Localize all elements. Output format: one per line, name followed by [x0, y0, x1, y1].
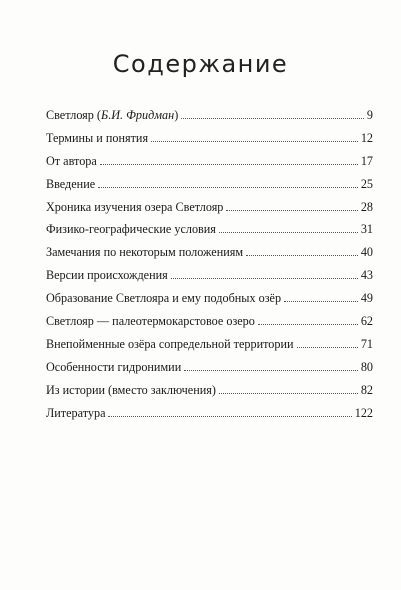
toc-entry-13 [46, 382, 373, 405]
toc-entry-page: 9 [366, 108, 373, 122]
toc-entry-page: 12 [360, 130, 373, 145]
toc-entry-title-suffix: ) [174, 108, 179, 122]
toc-entry-title-text: Светлояр ( [46, 108, 101, 122]
toc-entry-title: Светлояр — палеотермокарстовое озеро [46, 314, 255, 329]
toc-entry-title: Версии происхождения [46, 268, 168, 283]
toc-entry-page: 62 [360, 314, 373, 329]
dot-leader [226, 210, 357, 211]
dot-leader [108, 416, 351, 417]
dot-leader [100, 164, 358, 165]
toc-entry-12 [46, 359, 373, 382]
dot-leader [98, 187, 358, 188]
toc-entry-6 [46, 221, 373, 244]
toc-entry-title: Физико-географические условия [46, 222, 216, 237]
toc-entry-page: 40 [360, 245, 373, 260]
toc-entry-3 [46, 153, 373, 176]
toc-entry-title: Хроника изучения озера Светлояр [46, 199, 224, 214]
toc-entry-page: 49 [360, 291, 373, 306]
dot-leader [219, 393, 358, 394]
toc-entry-4 [46, 176, 373, 199]
dot-leader [297, 347, 358, 348]
dot-leader [151, 141, 358, 142]
toc-entry-title: Особенности гидронимии [46, 359, 182, 374]
toc-entry-8 [46, 267, 373, 290]
dot-leader [171, 278, 358, 279]
dot-leader [184, 370, 358, 371]
dot-leader [181, 118, 364, 119]
toc-entry-page: 25 [360, 176, 373, 191]
toc-entry-page: 31 [360, 222, 373, 237]
toc-entry-14 [46, 405, 373, 428]
toc-entry-11 [46, 336, 373, 359]
toc-entry-page: 80 [360, 359, 373, 374]
toc-entry-title: Образование Светлояра и ему подобных озёр [46, 291, 282, 306]
toc-entry-page: 43 [360, 268, 373, 283]
toc-entry-page: 17 [360, 153, 373, 168]
toc-entry-1 [46, 107, 373, 130]
toc-entry-page: 82 [360, 382, 373, 397]
toc-entry-5 [46, 199, 373, 222]
dot-leader [219, 232, 358, 233]
toc-entry-10 [46, 313, 373, 336]
toc-entry-title: Из истории (вместо заключения) [46, 382, 216, 397]
toc-entry-title: Внепойменные озёра сопредельной территории [46, 336, 294, 351]
table-of-contents [46, 107, 373, 427]
dot-leader [246, 255, 358, 256]
toc-entry-page: 28 [360, 199, 373, 214]
toc-entry-title [46, 107, 181, 123]
toc-entry-page: 122 [354, 405, 373, 420]
page-title: Содержание [112, 50, 289, 79]
toc-entry-7 [46, 244, 373, 267]
toc-entry-title: Термины и понятия [46, 130, 149, 145]
toc-entry-title: От автора [46, 153, 97, 168]
toc-entry-title: Замечания по некоторым положениям [46, 245, 244, 260]
toc-entry-2 [46, 130, 373, 153]
toc-entry-author: Б.И. Фридман [101, 108, 175, 122]
toc-entry-9 [46, 290, 373, 313]
toc-entry-title: Введение [46, 176, 96, 191]
dot-leader [258, 324, 358, 325]
toc-entry-page: 71 [360, 336, 373, 351]
dot-leader [284, 301, 358, 302]
toc-entry-title: Литература [46, 405, 106, 420]
